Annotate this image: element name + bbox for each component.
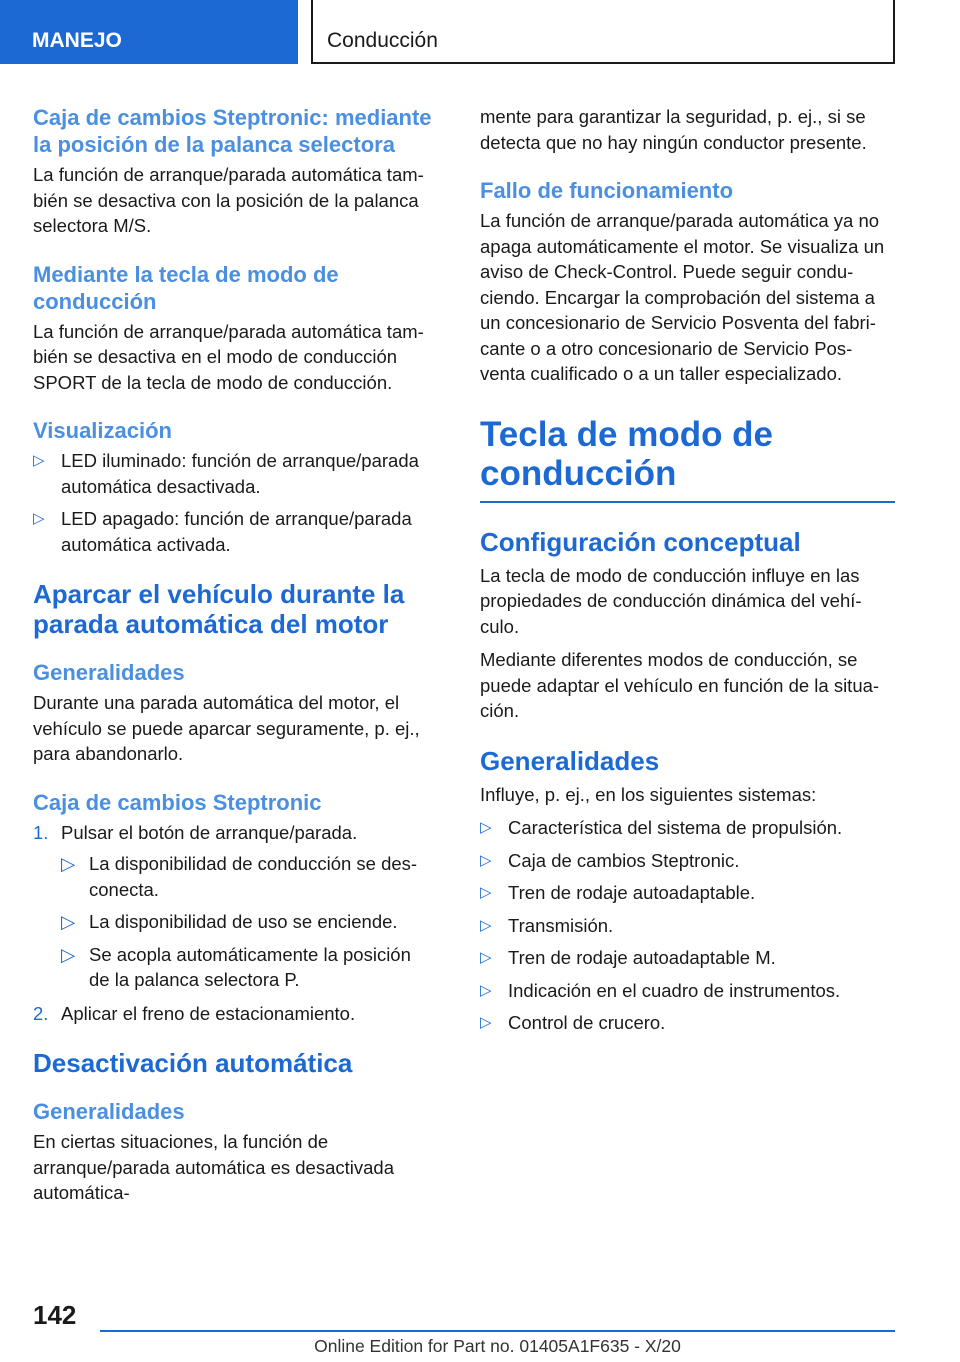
triangle-bullet-icon: ▷ [480, 851, 492, 869]
heading-general: Generalidades [480, 745, 660, 776]
footer-divider [100, 1330, 895, 1332]
list-item: ▷ Característica del sistema de propulsión. [480, 815, 895, 841]
paragraph-concept-1: La tecla de modo de conducción influye en las propiedades de conducción dinámica del vehí‐culo. [480, 564, 862, 637]
right-column [480, 104, 895, 1044]
footer-edition: Online Edition for Part no. 01405A1F635 - X/20 [314, 1336, 681, 1356]
list-item: ▷ LED iluminado: función de arranque/parada automática desactivada. [33, 450, 419, 497]
list-item: ▷ Tren de rodaje autoadaptable. [480, 880, 895, 906]
list-item: ▷ Se acopla automáticamente la posición de la palanca selectora P. [61, 943, 411, 990]
section-tab: MANEJO [0, 0, 298, 64]
paragraph-general-1: Durante una parada automática del motor, el vehículo se puede aparcar seguramente, p. ej., para abandonarlo. [33, 692, 420, 764]
list-item: 2. Aplicar el freno de estacionamiento. [33, 1001, 435, 1027]
paragraph-general: Influye, p. ej., en los siguientes sistemas: [480, 783, 817, 805]
left-column [33, 104, 435, 1214]
heading-parking: Aparcar el vehículo durante la parada automática del motor [33, 579, 405, 639]
chapter-title: Conducción [311, 0, 895, 64]
page-number: 142 [33, 1300, 77, 1330]
heading-display: Visualización [33, 418, 172, 443]
paragraph-concept-2: Mediante diferentes modos de conducción, se puede adaptar el vehículo en función de la situa‐ción. [480, 649, 880, 721]
list-item: ▷ LED apagado: función de arranque/parada automática activada. [33, 508, 412, 555]
heading-auto-deactivation: Desactivación automática [33, 1048, 353, 1078]
systems-list [480, 815, 895, 1036]
heading-malfunction: Fallo de funcionamiento [480, 178, 734, 203]
step-number: 2. [33, 1002, 49, 1024]
triangle-bullet-icon: ▷ [61, 911, 76, 932]
chapter-heading-block [480, 415, 895, 503]
triangle-bullet-icon: ▷ [480, 916, 492, 934]
display-list [33, 448, 435, 557]
heading-steptronic-lever: Caja de cambios Steptronic: mediante la posición de la palanca selectora [33, 105, 432, 157]
heading-drive-mode: Mediante la tecla de modo de conducción [33, 261, 339, 314]
list-item: ▷ Tren de rodaje autoadaptable M. [480, 945, 895, 971]
list-item: ▷ Transmisión. [480, 913, 895, 939]
triangle-bullet-icon: ▷ [33, 452, 45, 469]
list-item: ▷ La disponibilidad de uso se enciende. [61, 909, 435, 935]
list-item: ▷ Indicación en el cuadro de instrumentos. [480, 978, 895, 1004]
heading-general-2: Generalidades [33, 1099, 185, 1124]
triangle-bullet-icon: ▷ [61, 943, 76, 965]
triangle-bullet-icon: ▷ [480, 949, 492, 966]
paragraph-steptronic-lever: La función de arranque/parada automática tam‐bién se desactiva con la posición de la palanca selectora M/S. [33, 164, 424, 236]
heading-general-1: Generalidades [33, 660, 185, 685]
triangle-bullet-icon: ▷ [33, 510, 45, 527]
list-item: ▷ Caja de cambios Steptronic. [480, 848, 895, 874]
list-item: 1. Pulsar el botón de arranque/parada. ▷ La disponibilidad de conducción se des‐conecta. ▷ La disponibilidad de uso se enciende. ▷ Se acopla automáticamente la posición de la palanca selectora P. [33, 820, 435, 993]
steps-list [33, 820, 435, 1027]
triangle-bullet-icon: ▷ [61, 853, 76, 874]
paragraph-malfunction: La función de arranque/parada automática ya no apaga automáticamente el motor. Se visualiza un aviso de Check-Control. Puede seguir condu‐ciendo. Encargar la comprobación del sistema a un concesionario de Servicio Posventa del fabri‐cante o a otro concesionario de Servicio Pos‐venta cualificado o a un taller especializado. [480, 210, 885, 384]
heading-steptronic: Caja de cambios Steptronic [33, 789, 322, 815]
triangle-bullet-icon: ▷ [480, 884, 492, 901]
triangle-bullet-icon: ▷ [480, 819, 492, 836]
paragraph-continued: mente para garantizar la seguridad, p. ej., si se detecta que no hay ningún conductor presente. [480, 106, 867, 153]
paragraph-drive-mode: La función de arranque/parada automática tam‐bién se desactiva en el modo de conducción SPORT de la tecla de modo de conducción. [33, 320, 424, 393]
triangle-bullet-icon: ▷ [480, 981, 492, 999]
triangle-bullet-icon: ▷ [480, 1014, 492, 1031]
heading-drive-mode-key: Tecla de modo de conducción [480, 414, 774, 493]
paragraph-general-2: En ciertas situaciones, la función de arranque/parada automática es desactivada automática‐ [33, 1131, 394, 1203]
step-number: 1. [33, 821, 49, 843]
list-item: ▷ La disponibilidad de conducción se des‐conecta. [61, 853, 418, 900]
list-item: ▷ Control de crucero. [480, 1010, 895, 1036]
heading-concept: Configuración conceptual [480, 526, 801, 557]
substeps-list [61, 851, 435, 993]
